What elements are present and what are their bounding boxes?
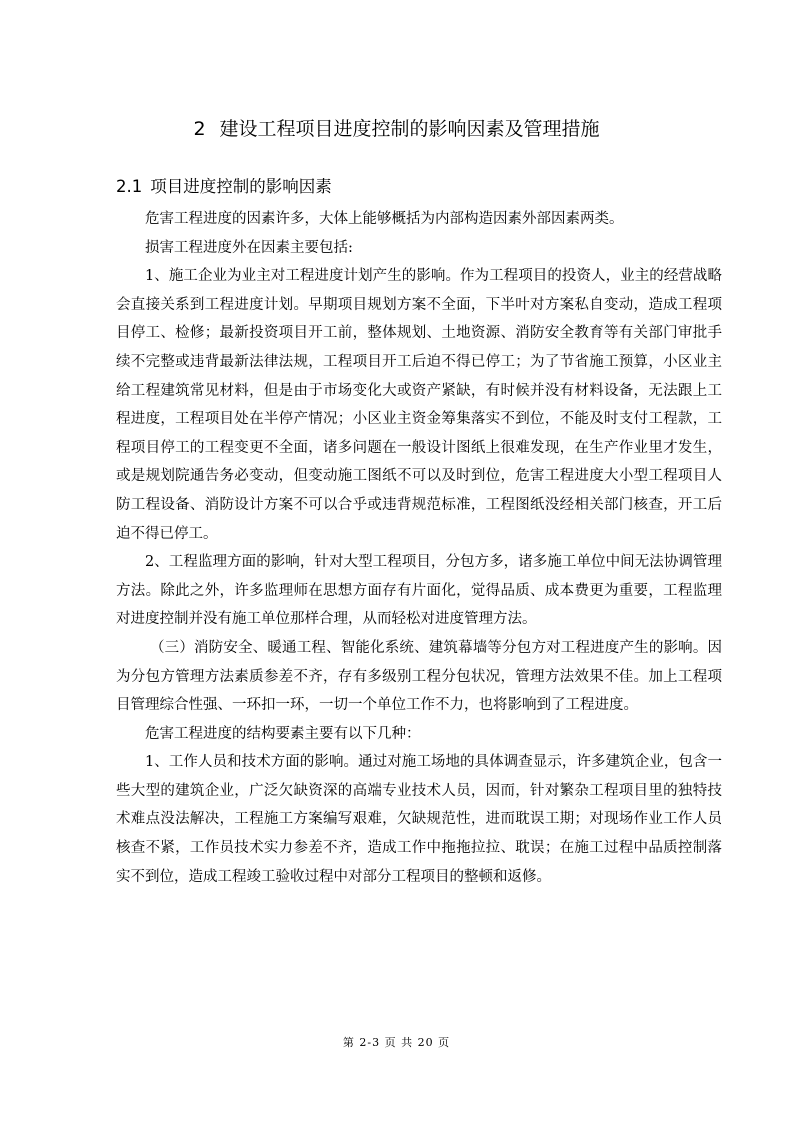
paragraph: 损害工程进度外在因素主要包括: — [145, 239, 353, 256]
paragraph: 危害工程进度的结构要素主要有以下几种： — [145, 725, 421, 742]
paragraph: 2、工程监理方面的影响，针对大型工程项目，分包方多，诸多施工单位中间无法协调管理方法。除此之外，许多监理师在思想方面存有片面化，觉得品质、成本费更为重要，工程监理对进度控制并没有施工单位那样合理，从而轻松对进度管理方法。 — [116, 554, 722, 628]
section-title-text: 项目进度控制的影响因素 — [150, 177, 332, 196]
section-number: 2.1 — [116, 177, 143, 196]
paragraph: （三）消防安全、暖通工程、智能化系统、建筑幕墙等分包方对工程进度产生的影响。因为分包方管理方法素质参差不齐，存有多级别工程分包状况，管理方法效果不佳。加上工程项目管理综合性强、一环扣一环，一切一个单位工作不力，也将影响到了工程进度。 — [116, 639, 722, 714]
body-text — [116, 205, 722, 891]
paragraph: 1、工作人员和技术方面的影响。通过对施工场地的具体调查显示，许多建筑企业，包含一些大型的建筑企业，广泛欠缺资深的高端专业技术人员，因而，针对繁杂工程项目里的独特技术难点没法解决，工程施工方案编写艰难，欠缺规范性，进而耽误工期；对现场作业工作人员核查不紧，工作员技术实力参差不齐，造成工作中拖拖拉拉、耽误；在施工过程中品质控制落实不到位，造成工程竣工验收过程中对部分工程项目的整顿和返修。 — [116, 754, 722, 885]
paragraph: 危害工程进度的因素许多，大体上能够概括为内部构造因素外部因素两类。 — [145, 211, 624, 227]
page-footer: 第 2-3 页 共 20 页 — [342, 1036, 451, 1049]
chapter-title — [0, 117, 793, 141]
section-title — [116, 176, 332, 198]
paragraph: 1、施工企业为业主对工程进度计划产生的影响。作为工程项目的投资人，业主的经营战略会直接关系到工程进度计划。早期项目规划方案不全面，下半叶对方案私自变动，造成工程项目停工、检修；最新投资项目开工前，整体规划、土地资源、消防安全教育等有关部门审批手续不完整或违背最新法律法规，工程项目开工后迫不得已停工；为了节省施工预算，小区业主给工程建筑常见材料，但是由于市场变化大或资产紧缺，有时候并没有材料设备，无法跟上工程进度，工程项目处在半停产情况；小区业主资金筹集落实不到位，不能及时支付工程款，工程项目停工的工程变更不全面，诸多问题在一般设计图纸上很难发现，在生产作业里才发生，或是规划院通告务必变动，但变动施工图纸不可以及时到位，危害工程进度大小型工程项目人防工程设备、消防设计方案不可以合乎或违背规范标准，工程图纸没经相关部门核查，开工后迫不得已停工。 — [116, 268, 722, 542]
chapter-number: 2 — [193, 118, 206, 140]
chapter-title-text: 建设工程项目进度控制的影响因素及管理措施 — [219, 118, 600, 140]
